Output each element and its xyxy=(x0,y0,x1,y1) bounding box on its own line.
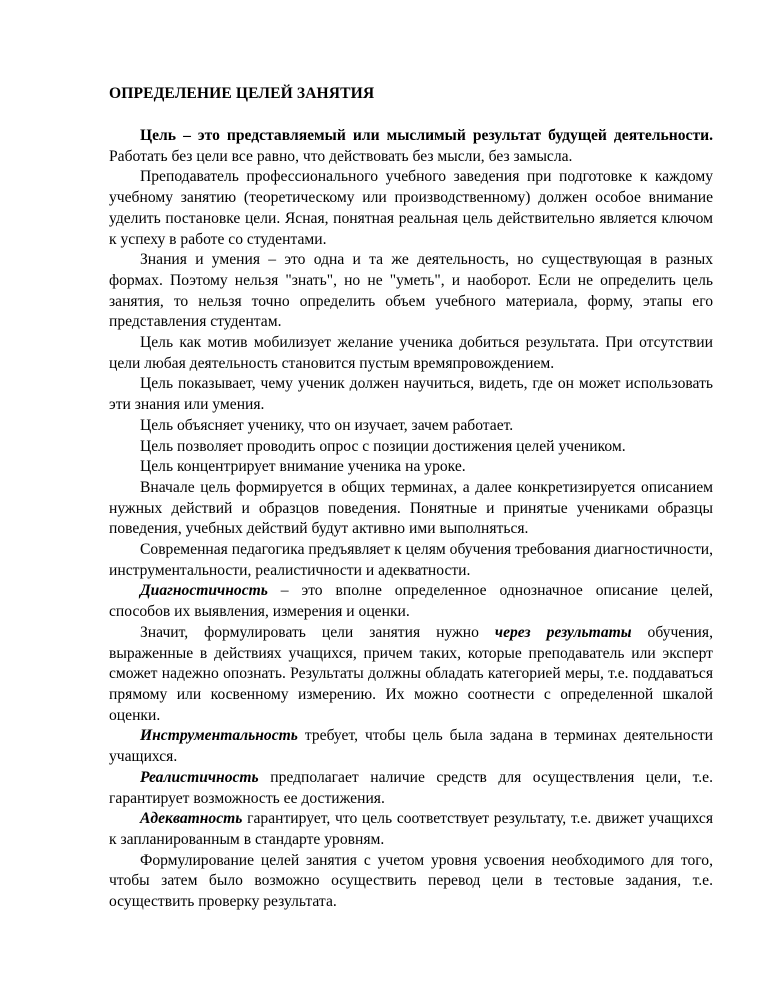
paragraph-results xyxy=(109,623,713,727)
results-before: Значит, формулировать цели занятия нужно xyxy=(140,623,495,641)
paragraph-motive: Цель как мотив мобилизует желание ученика добиться результата. При отсутствии цели любая деятельность становится пустым времяпровождением. xyxy=(109,334,713,372)
paragraph-requirements: Современная педагогика предъявляет к целям обучения требования диагностичности, инструментальности, реалистичности и адекватности. xyxy=(109,541,713,579)
paragraph-shows: Цель показывает, чему ученик должен научиться, видеть, где он может использовать эти знания или умения. xyxy=(109,375,713,414)
paragraph-teacher: Преподаватель профессионального учебного заведения при подготовке к каждому учебному занятию (теоретическому или производственному) должен особое внимание уделить постановке цели. Ясная, понятная реальная цель действительно является ключом к успеху в работе со студентами. xyxy=(109,168,713,248)
document-page xyxy=(109,84,713,913)
paragraph-concentrates: Цель концентрирует внимание ученика на уроке. xyxy=(140,458,466,476)
paragraph-knowledge-skills: Знания и умения – это одна и та же деятельность, но существующая в разных формах. Поэтому нельзя "знать", но не "уметь", и наоборот. Если не определить цель занятия, то нельзя точно определить объем учебного материала, форму, этапы его представления студентам. xyxy=(109,251,713,331)
results-after: обучения, выраженные в действиях учащихся, причем таких, которые преподаватель или эксперт сможет надежно опознать. Результаты должны обладать категорией меры, т.е. поддаваться прямому или косвенному измерению. Их можно соотнести с определенной шкалой оценки. xyxy=(109,623,713,724)
paragraph-adequacy xyxy=(109,809,713,850)
term-adequacy: Адекватность xyxy=(140,810,243,828)
paragraph-instrumentality xyxy=(109,726,713,767)
adequacy-text: гарантирует, что цель соответствует результату, т.е. движет учащихся к запланированным в стандарте уровням. xyxy=(109,810,713,848)
paragraph-explains: Цель объясняет ученику, что он изучает, зачем работает. xyxy=(140,416,514,434)
paragraph-diagnosticity xyxy=(109,581,713,622)
paragraph-allows: Цель позволяет проводить опрос с позиции достижения целей учеником. xyxy=(140,437,626,455)
paragraph-formation: Вначале цель формируется в общих терминах, а далее конкретизируется описанием нужных действий и образцов поведения. Понятные и принятые учениками образцы поведения, учебных действий будут активно ими выполняться. xyxy=(109,478,713,538)
instrumentality-text: требует, чтобы цель была задана в терминах деятельности учащихся. xyxy=(109,727,713,766)
term-results: через результаты xyxy=(494,623,632,641)
term-instrumentality: Инструментальность xyxy=(140,727,298,745)
paragraph-realism xyxy=(109,768,713,809)
paragraph-goal-definition xyxy=(109,126,713,167)
realism-text: предполагает наличие средств для осуществления цели, т.е. гарантирует возможность ее достижения. xyxy=(109,768,713,807)
term-realism: Реалистичность xyxy=(140,768,259,786)
goal-definition-text: Работать без цели все равно, что действовать без мысли, без замысла. xyxy=(109,147,573,165)
paragraph-formulation: Формулирование целей занятия с учетом уровня усвоения необходимого для того, чтобы затем было возможно осуществить перевод цели в тестовые задания, т.е. осуществить проверку результата. xyxy=(109,851,713,911)
document-title: ОПРЕДЕЛЕНИЕ ЦЕЛЕЙ ЗАНЯТИЯ xyxy=(109,85,375,102)
diagnosticity-text: – это вполне определенное однозначное описание целей, способов их выявления, измерения и оценки. xyxy=(109,582,713,621)
goal-definition-bold: Цель – это представляемый или мыслимый результат будущей деятельности. xyxy=(140,127,713,144)
term-diagnosticity: Диагностичность xyxy=(140,582,268,600)
